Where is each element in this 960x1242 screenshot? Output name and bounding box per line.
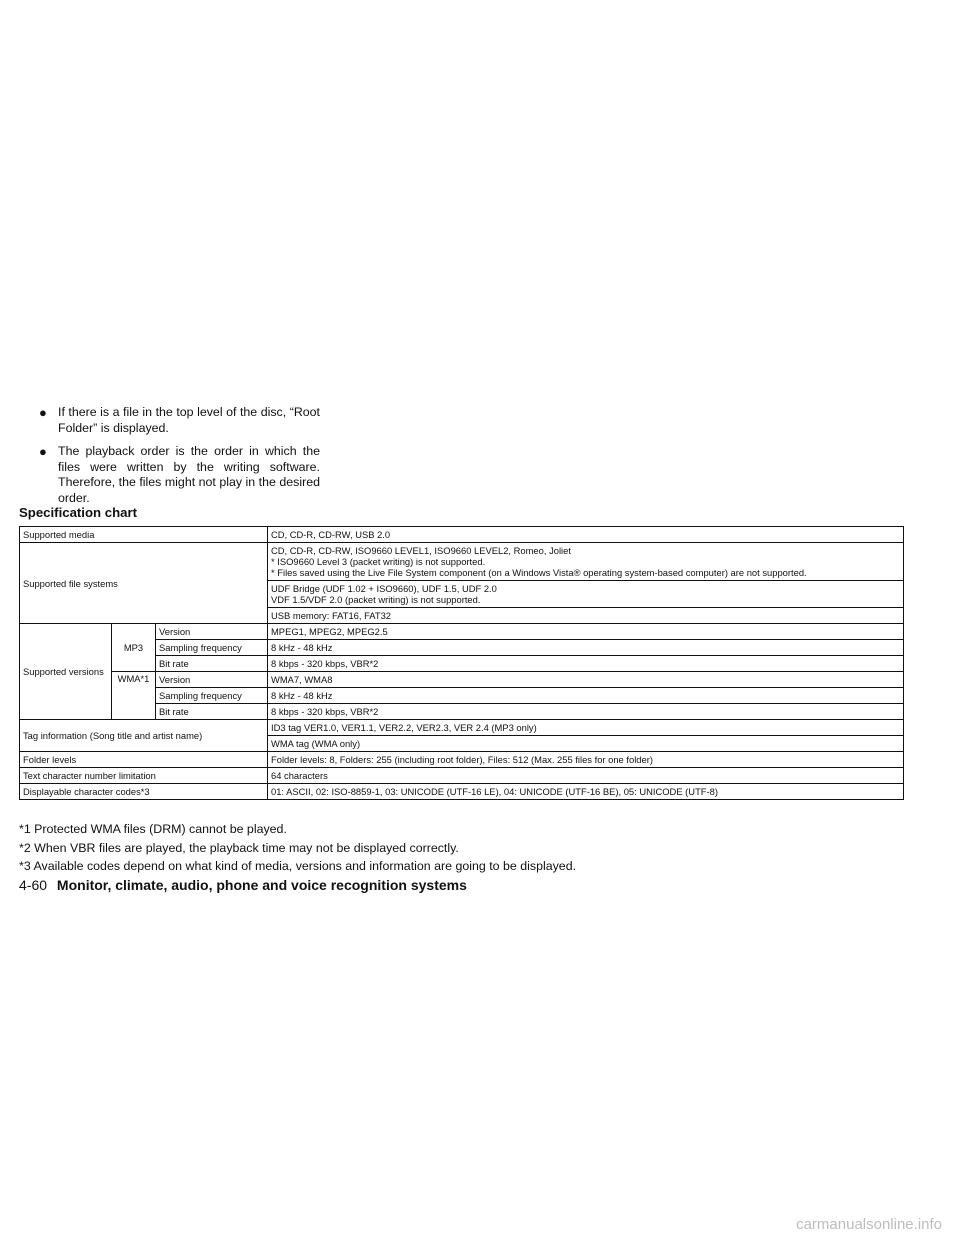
row-value: 64 characters — [268, 768, 904, 784]
table-row — [20, 672, 904, 688]
row-label: Supported versions — [20, 624, 112, 720]
footnote: *3 Available codes depend on what kind of media, versions and information are going to be displayed. — [19, 859, 577, 873]
row-label: Supported media — [20, 527, 268, 543]
value-line: * ISO9660 Level 3 (packet writing) is not supported. — [271, 556, 486, 567]
sub-label: Bit rate — [156, 704, 268, 720]
footnote: *1 Protected WMA files (DRM) cannot be played. — [19, 822, 287, 836]
table-row — [20, 784, 904, 800]
row-value: ID3 tag VER1.0, VER1.1, VER2.2, VER2.3, VER 2.4 (MP3 only) — [268, 720, 904, 736]
table-row — [20, 768, 904, 784]
bullet-item — [38, 405, 320, 436]
row-value: 8 kbps - 320 kbps, VBR*2 — [268, 656, 904, 672]
bullet-icon: ● — [39, 405, 47, 420]
sub-label: Version — [156, 672, 268, 688]
watermark: carmanualsonline.info — [796, 1216, 942, 1233]
row-value: CD, CD-R, CD-RW, USB 2.0 — [268, 527, 904, 543]
row-label: Text character number limitation — [20, 768, 268, 784]
sub-label: Bit rate — [156, 656, 268, 672]
format-label: MP3 — [112, 624, 156, 672]
value-line: UDF Bridge (UDF 1.02 + ISO9660), UDF 1.5, UDF 2.0 — [271, 583, 497, 594]
table-row — [20, 527, 904, 543]
value-line: CD, CD-R, CD-RW, ISO9660 LEVEL1, ISO9660 LEVEL2, Romeo, Joliet — [271, 545, 571, 556]
bullet-text: The playback order is the order in which the files were written by the writing software. Therefore, the files might not play in the desired order. — [58, 444, 320, 505]
value-line: VDF 1.5/VDF 2.0 (packet writing) is not supported. — [271, 594, 481, 605]
row-label: Supported file systems — [20, 543, 268, 624]
sub-label: Sampling frequency — [156, 640, 268, 656]
row-value: Folder levels: 8, Folders: 255 (including root folder), Files: 512 (Max. 255 files for one folder) — [268, 752, 904, 768]
format-label: WMA*1 — [112, 672, 156, 720]
table-row — [20, 720, 904, 736]
table-row — [20, 752, 904, 768]
row-value: 8 kHz - 48 kHz — [268, 688, 904, 704]
row-value: MPEG1, MPEG2, MPEG2.5 — [268, 624, 904, 640]
chapter-title: Monitor, climate, audio, phone and voice recognition systems — [56, 877, 467, 893]
page-number: 4-60 — [19, 877, 48, 893]
row-label: Tag information (Song title and artist name) — [20, 720, 268, 752]
bullet-icon: ● — [39, 444, 47, 459]
row-value: WMA tag (WMA only) — [268, 736, 904, 752]
section-title: Specification chart — [19, 505, 137, 520]
bullet-item — [38, 444, 320, 506]
page-footer — [19, 877, 467, 893]
row-label: Displayable character codes*3 — [20, 784, 268, 800]
row-value: 8 kbps - 320 kbps, VBR*2 — [268, 704, 904, 720]
bullet-list — [38, 405, 320, 514]
bullet-text: If there is a file in the top level of the disc, “Root Folder” is displayed. — [58, 405, 320, 435]
value-line: * Files saved using the Live File System component (on a Windows Vista® operating system-based computer) are not supported. — [271, 567, 807, 578]
sub-label: Version — [156, 624, 268, 640]
table-row — [20, 543, 904, 581]
specification-table — [19, 526, 904, 800]
sub-label: Sampling frequency — [156, 688, 268, 704]
footnote: *2 When VBR files are played, the playback time may not be displayed correctly. — [19, 841, 459, 855]
row-label: Folder levels — [20, 752, 268, 768]
row-value: 8 kHz - 48 kHz — [268, 640, 904, 656]
row-value — [268, 543, 904, 581]
table-row — [20, 624, 904, 640]
row-value: WMA7, WMA8 — [268, 672, 904, 688]
row-value — [268, 581, 904, 608]
row-value: USB memory: FAT16, FAT32 — [268, 608, 904, 624]
row-value: 01: ASCII, 02: ISO-8859-1, 03: UNICODE (UTF-16 LE), 04: UNICODE (UTF-16 BE), 05: UNICODE (UTF-8) — [268, 784, 904, 800]
